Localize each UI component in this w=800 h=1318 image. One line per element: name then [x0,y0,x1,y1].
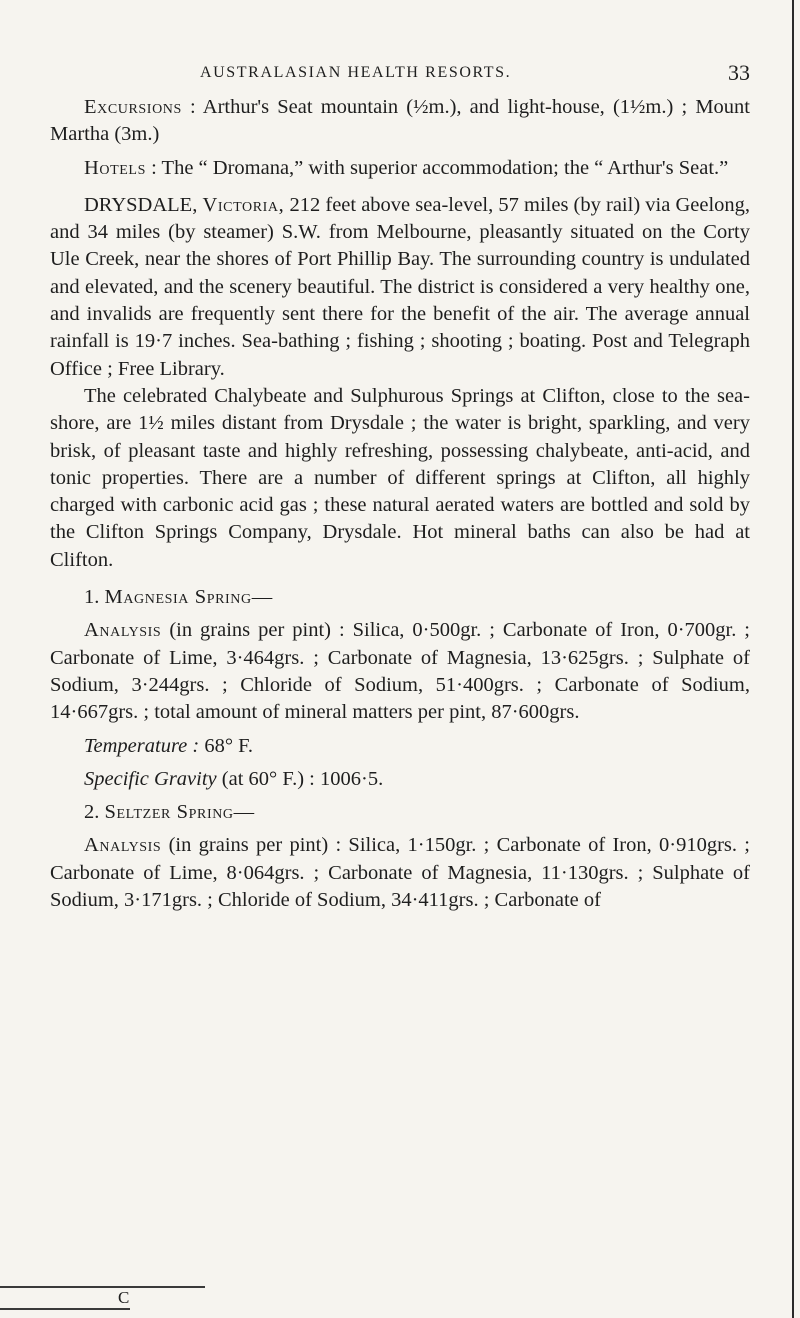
magnesia-title: Magnesia Spring— [104,586,273,609]
magnesia-number: 1. [84,586,100,609]
hotels-label: Hotels [84,156,146,179]
drysdale-text: 212 feet above sea-level, 57 miles (by rail) via Geelong, and 34 miles (by steamer) S.W. from Melbourne, pleasantly situated on the Corty Ule Creek, near the shores of Port Phillip Bay. The surrounding country is undulated and elevated, and the scenery beautiful. The district is considered a very healthy one, and invalids are frequently sent there for the benefit of the air. The average annual rainfall is 19·7 inches. Sea-bathing ; fishing ; shooting ; boating. Post and Telegraph Office ; Free Library. [50,193,751,380]
body-text [50,94,750,914]
temperature-value: 68° F. [204,734,254,757]
temperature-label: Temperature : [84,734,200,757]
magnesia-heading [50,584,750,611]
bottom-edge-line-lower [0,1308,130,1310]
page-number: 33 [728,60,750,85]
springs-paragraph: The celebrated Chalybeate and Sulphurous Springs at Clifton, close to the sea-shore, are 1½ miles distant from Drysdale ; the water is bright, sparkling, and very brisk, of pleasant taste and highly refreshing, possessing chalybeate, anti-acid, and tonic properties. There are a number of different springs at Clifton, all highly charged with carbonic acid gas ; these natural aerated waters are bottled and sold by the Clifton Springs Company, Drysdale. Hot mineral baths can also be had at Clifton. [50,384,750,571]
gravity-label: Specific Gravity [84,767,217,790]
drysdale-paragraph [50,192,750,383]
seltzer-analysis-label: Analysis [84,834,162,857]
seltzer-title: Seltzer Spring— [104,801,255,824]
magnesia-analysis-text: (in grains per pint) : Silica, 0·500gr. ; Carbonate of Iron, 0·700gr. ; Carbonate of Lime, 3·464grs. ; Carbonate of Magnesia, 13·625grs. ; Sulphate of Sodium, 3·244grs. ; Chloride of Sodium, 51·400grs. ; Carbonate of Sodium, 14·667grs. ; total amount of mineral matters per pint, 87·600grs. [50,619,751,724]
hotels-text: : The “ Dromana,” with superior accommodation; the “ Arthur's Seat.” [151,156,729,179]
signature-mark: C [118,1288,130,1307]
seltzer-analysis-text: (in grains per pint) : Silica, 1·150gr. ; Carbonate of Iron, 0·910grs. ; Carbonate of Lime, 8·064grs. ; Carbonate of Magnesia, 11·130grs. ; Sulphate of Sodium, 3·171grs. ; Chloride of Sodium, 34·411grs. ; Carbonate of [50,834,751,912]
excursions-text: : Arthur's Seat mountain (½m.), and light-house, (1½m.) ; Mount Martha (3m.) [50,96,751,146]
seltzer-number: 2. [84,801,100,824]
hotels-paragraph [50,155,750,182]
magnesia-temperature [50,733,750,760]
drysdale-state: Victoria, [202,193,285,216]
magnesia-gravity [50,766,750,793]
excursions-paragraph [50,94,750,149]
page-header [50,60,750,88]
seltzer-heading [50,799,750,826]
running-head: AUSTRALASIAN HEALTH RESORTS. [200,64,512,81]
magnesia-analysis [50,617,750,726]
gravity-value: (at 60° F.) : 1006·5. [221,767,384,790]
magnesia-analysis-label: Analysis [84,619,162,642]
drysdale-name: DRYSDALE, [84,193,198,216]
page-edge-line [792,0,794,1318]
excursions-label: Excursions [84,96,182,118]
bottom-edge-line [0,1286,205,1288]
seltzer-analysis [50,832,750,914]
